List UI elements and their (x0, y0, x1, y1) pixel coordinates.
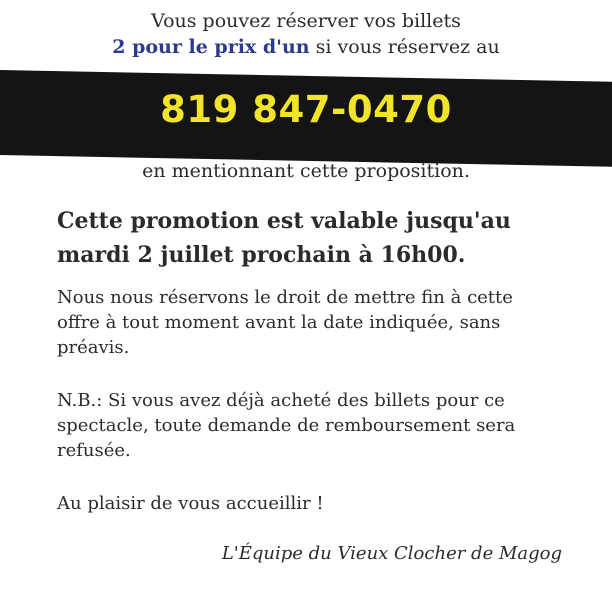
promotion-line-2: mardi 2 juillet prochain à 16h00. (57, 242, 466, 268)
welcome-paragraph (57, 491, 587, 516)
offer-highlight: 2 pour le prix d'un (112, 36, 310, 58)
promotion-deadline (57, 204, 597, 272)
refund-notice-paragraph (57, 388, 587, 463)
paragraph-line: Au plaisir de vous accueillir ! (57, 493, 324, 514)
intro-text-2: si vous réservez au (309, 36, 500, 58)
mention-text: en mentionnant cette proposition. (142, 160, 470, 182)
intro-text-1: Vous pouvez réserver vos billets (151, 10, 461, 32)
promotion-line-1: Cette promotion est valable jusqu'au (57, 208, 511, 234)
paragraph-line: préavis. (57, 337, 130, 358)
paragraph-line: N.B.: Si vous avez déjà acheté des billets pour ce (57, 390, 505, 411)
intro-line-1 (0, 8, 612, 34)
signature: L'Équipe du Vieux Clocher de Magog (221, 543, 562, 564)
paragraph-line: refusée. (57, 440, 131, 461)
reservation-rights-paragraph (57, 285, 587, 360)
phone-number[interactable]: 819 847-0470 (160, 88, 452, 131)
paragraph-line: Nous nous réservons le droit de mettre fin à cette (57, 287, 513, 308)
paragraph-line: spectacle, toute demande de remboursement sera (57, 415, 516, 436)
intro-line-2 (0, 34, 612, 60)
paragraph-line: offre à tout moment avant la date indiquée, sans (57, 312, 501, 333)
